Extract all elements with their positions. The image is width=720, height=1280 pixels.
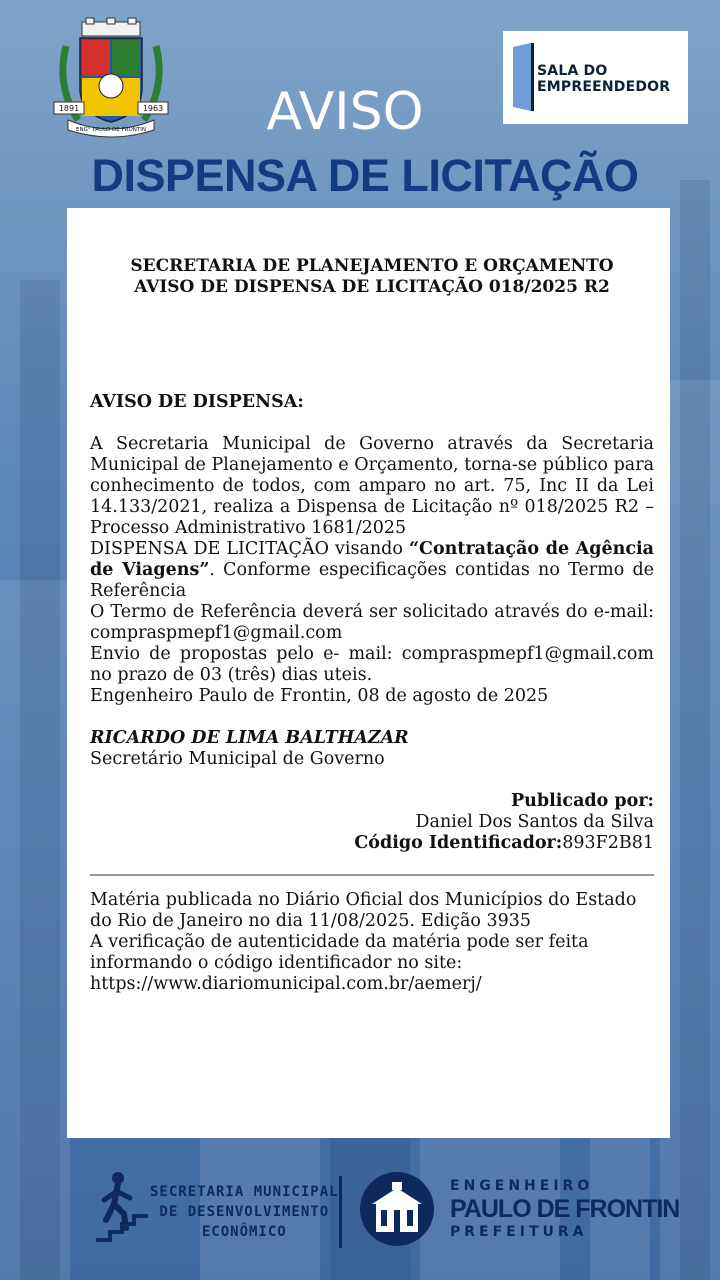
footer-paragraph-1: Matéria publicada no Diário Oficial dos Municípios do Estado do Rio de Janeiro no dia 11/08/2025. Edição 3935: [90, 890, 637, 931]
date-line: Engenheiro Paulo de Frontin, 08 de agosto de 2025: [90, 686, 549, 706]
paragraph-2-bold: “Contratação de Agência de Viagens”: [90, 539, 654, 580]
published-label: Publicado por:: [511, 791, 654, 811]
footer-divider: [339, 1176, 342, 1248]
city-top: ENGENHEIRO: [450, 1178, 594, 1194]
paragraph-2-suffix: . Conforme especificações contidas no Termo de Referência: [90, 560, 654, 601]
dispensa-heading: DISPENSA DE LICITAÇÃO: [91, 150, 639, 201]
city-hall-icon: [358, 1170, 436, 1248]
code-label: Código Identificador:: [354, 833, 563, 853]
signer-name: RICARDO DE LIMA BALTHAZAR: [90, 728, 409, 748]
sala-line1: SALA DO: [537, 63, 608, 79]
section-heading: AVISO DE DISPENSA:: [90, 392, 304, 412]
footer-logos: [0, 1160, 720, 1260]
published-name: Daniel Dos Santos da Silva: [415, 812, 654, 832]
footer-paragraph-2: A verificação de autenticidade da matéria pode ser feita informando o código identificador no site: https://www.diariomunicipal.com.br/aemerj/: [90, 932, 589, 994]
sala-line2: EMPREENDEDOR: [537, 79, 671, 95]
paragraph-3: O Termo de Referência deverá ser solicitado através do e-mail: compraspmepf1@gmail.com: [90, 602, 654, 643]
city-main: PAULO DE FRONTIN: [450, 1195, 680, 1223]
signer-title: Secretário Municipal de Governo: [90, 749, 385, 769]
sec-line3: ECONÔMICO: [201, 1224, 287, 1240]
crest-year-left: 1891: [58, 104, 80, 113]
climbing-stairs-icon: [96, 1170, 148, 1242]
crest-year-right: 1963: [142, 104, 164, 113]
code-line: [90, 833, 654, 854]
aviso-heading: AVISO: [266, 82, 424, 142]
doc-title: [90, 256, 654, 298]
code-value: 893F2B81: [562, 833, 654, 853]
paragraph-4: Envio de propostas pelo e- mail: compraspmepf1@gmail.com no prazo de 03 (três) dias uteis.: [90, 644, 654, 685]
paragraph-2-prefix: DISPENSA DE LICITAÇÃO visando: [90, 539, 409, 559]
crest-motto: ENG° PAULO DE FRONTIN: [75, 127, 147, 133]
paragraph-1: A Secretaria Municipal de Governo através da Secretaria Municipal de Planejamento e Orçamento, torna-se público para conhecimento de todos, com amparo no art. 75, Inc II da Lei 14.133/2021, realiza a Dispensa de Licitação nº 018/2025 R2 – Processo Administrativo 1681/2025: [90, 434, 654, 538]
doc-title-line2: AVISO DE DISPENSA DE LICITAÇÃO 018/2025 R2: [134, 277, 610, 297]
sec-line2: DE DESENVOLVIMENTO: [159, 1204, 330, 1220]
notice-document: [67, 208, 670, 1138]
sec-line1: SECRETARIA MUNICIPAL: [150, 1184, 339, 1200]
paragraph-2: [90, 539, 654, 602]
doc-title-line1: SECRETARIA DE PLANEJAMENTO E ORÇAMENTO: [130, 256, 614, 276]
city-bottom: PREFEITURA: [450, 1224, 588, 1240]
